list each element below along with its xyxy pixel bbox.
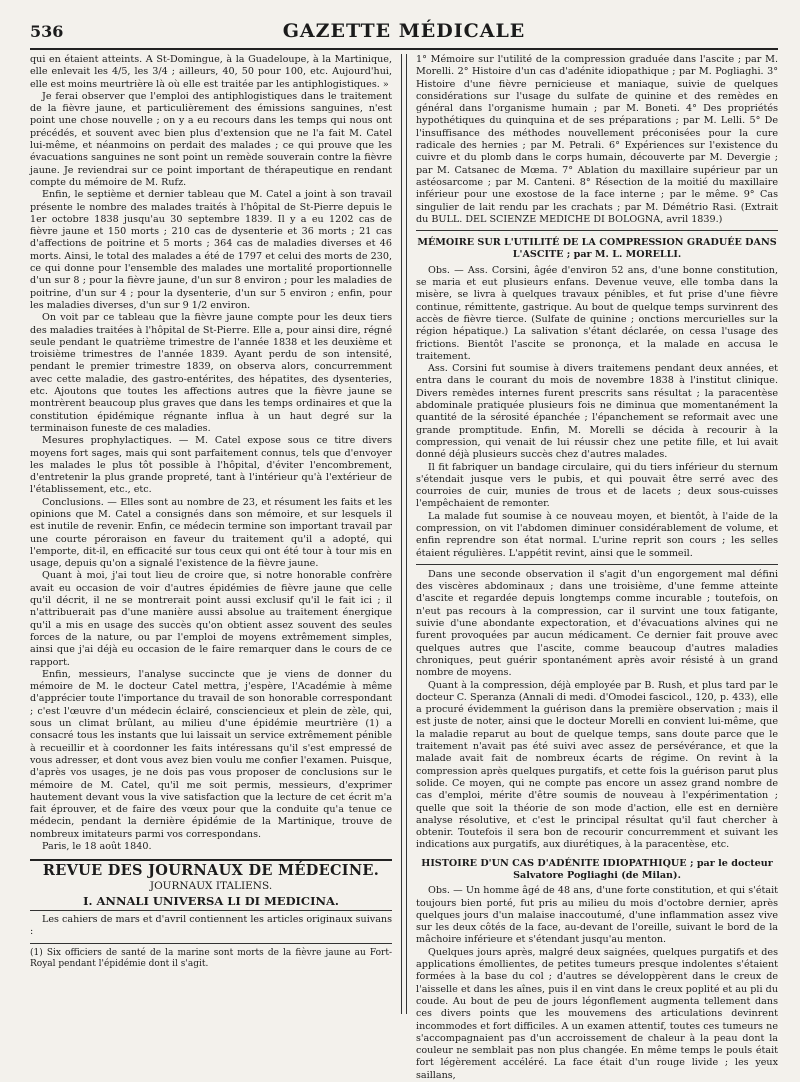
articles-list: 1° Mémoire sur l'utilité de la compression graduée dans l'ascite ; par M. Morelli. 2° Histoire d'un cas d'adénite idiopathique ; par M. Pogliaghi. 3° Histoire d'une fièvre pernicieuse et maniaque, suivie de quelques considérations sur l'usage du sulfate de quinine et des remèdes en général dans l'organisme humain ; par M. Boneti. 4° Des propriétés hypothétiques du quinquina et de ses préparations ; par M. Lelli. 5° De l'insuffisance des méthodes nouvellement préconisées pour la cure radicale des hernies ; par M. Petrali. 6° Expériences sur l'existence du cuivre et du plomb dans le corps humain, découverte par M. Devergie ; par M. Catsanec de Mœma. 7° Ablation du maxillaire supérieur par un astéosarcome ; par M. Canteni. 8° Résection de la moitié du maxillaire inférieur pour une exostose de la face interne ; par le même. 9° Cas singulier de lait rendu par les crachats ; par M. Démétrio Rasi. (Extrait du BULL. DEL SCIENZE MEDICHE DI BOLOGNA, avril 1839.) xyxy=(416,54,779,225)
right-paragraph: La malade fut soumise à ce nouveau moyen, et bientôt, à l'aide de la compression, on vit l'abdomen diminuer considérablement de volume, et enfin reprendre son état normal. L'urine reprit son cours ; les selles étaient régulières. L'appétit revint, ainsi que le sommeil. xyxy=(416,510,779,559)
left-column xyxy=(30,54,392,1014)
columns xyxy=(30,54,779,1081)
section-rule xyxy=(416,564,778,565)
revue-subtitle: JOURNAUX ITALIENS. xyxy=(149,879,273,892)
left-paragraph: qui en étaient atteints. A St-Domingue, à la Guadeloupe, à la Martinique, elle enlevait les 4/5, les 3/4 ; ailleurs, 40, 50 pour 100, etc. Aujourd'hui, elle est moins meurtrière là où elle est traitée par les antiphlogistiques. » xyxy=(30,54,393,90)
journal-title: GAZETTE MÉDICALE xyxy=(282,20,526,42)
page-header xyxy=(30,16,778,46)
left-paragraph: Conclusions. — Elles sont au nombre de 23, et résument les faits et les opinions que M. Catel a consignés dans son mémoire, et sur lesquels il est inutile de revenir. Enfin, ce médecin termine son important travail par une courte péroraison en faveur du traitement qu'il a adopté, qui l'emporte, dit-il, en efficacité sur tous ceux qui ont été tour à tour mis en usage, depuis qu'on a signalé l'existence de la fièvre jaune. xyxy=(30,496,393,570)
right-paragraph: Dans une seconde observation il s'agit d'un engorgement mal défini des viscères abdominaux ; dans une troisième, d'une femme atteinte d'ascite et regardée depuis longtemps comme incurable ; toutefois, on n'eut pas recours à la compression, car il survint une toux fatigante, suivie d'une abondante expectoration, et d'évacuations alvines qui ne furent provoquées par aucun médicament. Ce dernier fait prouve avec quelques autres que l'ascite, comme beaucoup d'autres maladies chroniques, peut guérir spontanément après avoir résisté à un grand nombre de moyens. xyxy=(416,568,779,679)
header-rule xyxy=(30,48,778,50)
left-paragraph: On voit par ce tableau que la fièvre jaune compte pour les deux tiers des maladies traitées à l'hôpital de St-Pierre. Elle a, pour ainsi dire, régné seule pendant le quatrième trimestre de l'année 1838 et les deuxième et troisième trimestres de l'année 1839. Ayant perdu de son intensité, pendant le premier trimestre 1839, on observa alors, concurremment avec cette maladie, des gastro-entérites, des hépatites, des dysenteries, etc. Ajoutons que toutes les affections autres que la fièvre jaune se montrèrent beaucoup plus graves que dans les temps ordinaires et que la constitution épidémique régnante influa à un haut degré sur la terminaison funeste de ces maladies. xyxy=(30,312,393,434)
right-paragraph: Obs. — Ass. Corsini, âgée d'environ 52 ans, d'une bonne constitution, se maria et eut plusieurs enfans. Devenue veuve, elle tomba dans la misère, se livra à quelques travaux pénibles, et fut prise d'une fièvre continue, rémittente, gastrique. Au bout de quelque temps survinrent des accès de fièvre tierce. (Sulfate de quinine ; onctions mercurielles sur la région hépatique.) La salivation s'étant déclarée, on cessa l'usage des frictions. Bientôt l'ascite se prononça, et la malade en accusa le traitement. xyxy=(416,264,779,362)
left-paragraph: Je ferai observer que l'emploi des antiphlogistiques dans le traitement de la fièvre jaune, et particulièrement des émissions sanguines, n'est point une chose nouvelle ; on y a eu recours dans les temps qui nous ont précédés, et souvent avec bien plus d'extension que ne l'a fait M. Catel lui-même, et néanmoins on perdait des malades ; ce qui prouve que les évacuations sanguines ne sont point un remède souverain contre la fièvre jaune. Je reviendrai sur ce point important de thérapeutique en rendant compte du mémoire de M. Rufz. xyxy=(30,90,393,188)
right-paragraph: Quelques jours après, malgré deux saignées, quelques purgatifs et des applications émollientes, de petites tumeurs presque indolentes s'étaient formées à la base du col ; d'autres se développèrent dans le creux de l'aisselle et dans les aînes, puis il en vint dans le creux poplité et au pli du coude. Au bout de peu de jours légonflement augmenta tellement dans ces divers points que les mouvemens des articulations devinrent incommodes et fort difficiles. A un examen attentif, toutes ces tumeurs ne s'accompagnaient pas d'un accroissement de chaleur à la peau dont la couleur ne semblait pas non plus changée. En même temps le pouls était fort légèrement accéléré. La face était d'un rouge livide ; les yeux saillans, xyxy=(416,946,779,1081)
left-paragraph: Mesures prophylactiques. — M. Catel expose sous ce titre divers moyens fort sages, mais qui sont parfaitement connus, tels que d'envoyer les malades le plus tôt possible à l'hôpital, d'éviter l'encombrement, d'entretenir la plus grande propreté, tant à l'intérieur qu'à l'extérieur de l'établissement, etc., etc. xyxy=(30,435,393,496)
right-paragraph: Quant à la compression, déjà employée par B. Rush, et plus tard par le docteur C. Speranza (Annali di medi. d'Omodei fascicol., 120, p. 433), elle a procuré évidemment la guérison dans la première observation ; mais il est juste de noter, ainsi que le docteur Morelli en convient lui-même, que la maladie reparut au bout de quelque temps, sans doute parce que le traitement n'avait pas été suivi avec assez de persévérance, et que la malade avait fait de nombreux écarts de régime. On revint à la compression après quelques purgatifs, et cette fois la guérison parut plus solide. Ce moyen, qui ne compte pas encore un assez grand nombre de cas d'emploi, mérite d'être soumis de nouveau à l'expérimentation ; quelle que soit la théorie de son mode d'action, elle est en dernière analyse résolutive, et c'est le principal résultat qu'il faut chercher à obtenir. Toutefois il sera bon de recourir concurremment et suivant les indications aux purgatifs, aux diurétiques, à la paracentèse, etc. xyxy=(416,679,779,851)
pogliaghi-title: HISTOIRE D'UN CAS D'ADÉNITE IDIOPATHIQUE ; par le docteur Salvatore Pogliaghi (de Milan). xyxy=(421,857,773,881)
right-column xyxy=(416,54,779,1081)
footnote: (1) Six officiers de santé de la marine sont morts de la fièvre jaune au Fort-Royal pendant l'épidémie dont il s'agit. xyxy=(30,947,393,969)
column-divider xyxy=(401,54,407,1014)
left-paragraph: Enfin, messieurs, l'analyse succincte que je viens de donner du mémoire de M. le docteur Catel mettra, j'espère, l'Académie à même d'apprécier toute l'importance du travail de son honorable correspondant ; c'est l'œuvre d'un médecin éclairé, consciencieux et plein de zèle, qui, sous un climat brûlant, au milieu d'une épidémie meurtrière (1) a consacré tous les instants que lui laissait un service extrêmement pénible à recueillir et à coordonner les faits intéressans qu'il s'est empressé de vous adresser, et dont vous avez bien voulu me confier l'examen. Puisque, d'après vos usages, je ne dois pas vous proposer de conclusions sur le mémoire de M. Catel, qu'il me soit permis, messieurs, d'exprimer hautement devant vous la vive satisfaction que la lecture de cet écrit m'a fait éprouver, et de faire des vœux pour que la conduite qu'a tenue ce médecin, pendant la dernière épidémie de la Martinique, trouve de nombreux imitateurs parmi vos correspondans. xyxy=(30,668,393,840)
signature: Paris, le 18 août 1840. xyxy=(42,841,152,852)
revue-intro: Les cahiers de mars et d'avril contiennent les articles originaux suivans : xyxy=(30,914,393,938)
annali-title: I. ANNALI UNIVERSA LI DI MEDICINA. xyxy=(30,895,392,911)
left-paragraph: Enfin, le septième et dernier tableau que M. Catel a joint à son travail présente le nombre des malades traités à l'hôpital de St-Pierre depuis le 1er octobre 1838 jusqu'au 30 septembre 1839. Il y a eu 1202 cas de fièvre jaune et 150 morts ; 210 cas de dysenterie et 36 morts ; 21 cas d'affections de poitrine et 5 morts ; 364 cas de maladies diverses et 46 morts. Ainsi, le total des malades a été de 1797 et celui des morts de 230, ce qui donne pour l'ensemble des malades une mortalité proportionnelle d'un sur 8 ; pour la fièvre jaune, d'un sur 8 environ ; pour les maladies de poitrine, d'un sur 4 ; pour la dysenterie, d'un sur 5 environ ; enfin, pour les maladies diverses, d'un sur 9 1/2 environ. xyxy=(30,189,393,311)
left-paragraph: Quant à moi, j'ai tout lieu de croire que, si notre honorable confrère avait eu occasion de voir d'autres épidémies de fièvre jaune que celle qu'il décrit, il ne se montrerait point aussi exclusif qu'il le fait ici ; il n'attribuerait pas d'une manière aussi absolue au traitement énergique qu'il a mis en usage des succès qu'on obtient assez souvent des seules forces de la nature, ou par l'emploi de moyens extrêmement simples, ainsi que j'ai déjà eu occasion de le faire remarquer dans le cours de ce rapport. xyxy=(30,570,393,668)
section-rule xyxy=(416,230,778,231)
right-paragraph: Ass. Corsini fut soumise à divers traitemens pendant deux années, et entra dans le courant du mois de novembre 1838 à l'institut clinique. Divers remèdes internes furent prescrits sans résultat ; la paracentèse abdominale pratiquée plusieurs fois ne diminua que momentanément la quantité de la sérosité épanchée ; l'épanchement se reformait avec une grande promptitude. Enfin, M. Morelli se décida à recourir à la compression, qui venait de lui réussir chez une petite fille, et lui avait donné déjà plusieurs succès chez d'autres malades. xyxy=(416,363,779,461)
page-number: 536 xyxy=(30,21,64,41)
right-paragraph: Obs. — Un homme âgé de 48 ans, d'une forte constitution, et qui s'était toujours bien porté, fut pris au milieu du mois d'octobre dernier, après quelques jours d'un malaise inaccoutumé, d'une inflammation assez vive sur les deux côtés de la face, au-devant de l'oreille, suivant le bord de la mâchoire inférieure et s'étendant jusqu'au menton. xyxy=(416,885,779,946)
morelli-title: MÉMOIRE SUR L'UTILITÉ DE LA COMPRESSION GRADUÉE DANS L'ASCITE ; par M. L. MORELLI. xyxy=(417,237,777,261)
revue-title: REVUE DES JOURNAUX DE MÉDECINE. xyxy=(42,862,380,880)
revue-section xyxy=(30,859,392,911)
right-paragraph: Il fit fabriquer un bandage circulaire, qui du tiers inférieur du sternum s'étendait jusque vers le pubis, et qui pouvait être serré avec des courroies de cuir, munies de trous et de lacets ; deux sous-cuisses l'empêchaient de remonter. xyxy=(416,461,779,510)
footnote-rule xyxy=(30,943,392,944)
